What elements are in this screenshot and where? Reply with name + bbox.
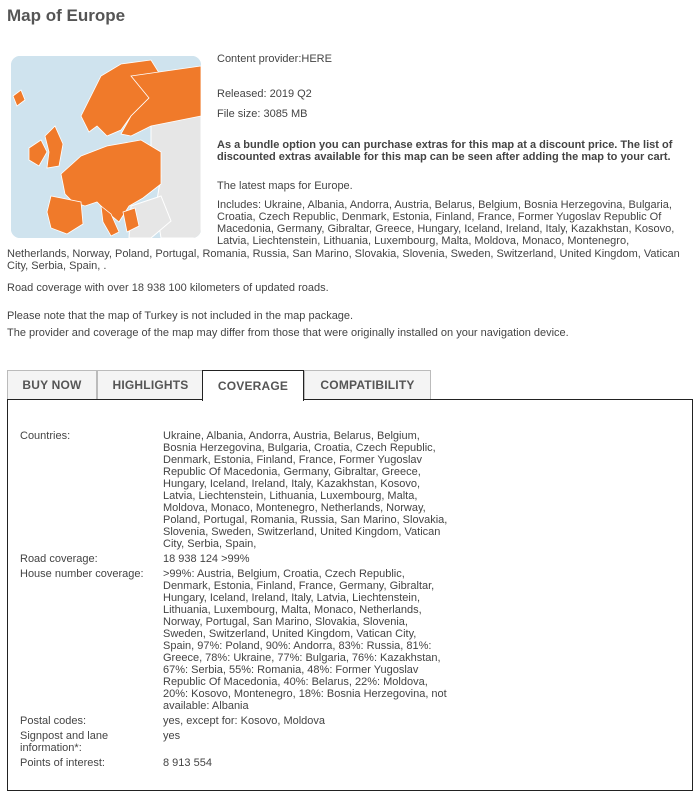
file-size: File size: 3085 MB [217,108,308,120]
europe-map-illustration [11,56,201,238]
poi-label: Points of interest: [20,757,105,769]
tab-buy-now[interactable]: BUY NOW [7,370,97,399]
house-number-label: House number coverage: [20,568,144,580]
turkey-note: Please note that the map of Turkey is not included in the map package. [7,310,354,322]
road-coverage-label: Road coverage: [20,553,98,565]
tab-compatibility[interactable]: COMPATIBILITY [304,370,431,399]
includes-list-continued: Netherlands, Norway, Poland, Portugal, Romania, Russia, San Marino, Slovakia, Slovenia, Sweden, Switzerland, United Kingdom, Vatican City, Serbia, Spain, . [7,248,680,272]
house-number-value: >99%: Austria, Belgium, Croatia, Czech Republic, Denmark, Estonia, Finland, France, Germany, Gibraltar, Hungary, Iceland, Ireland, Italy, Latvia, Liechtenstein, Lithuania, Luxembourg, Malta, Monaco, Netherlands, Norway, Portugal, San Marino, Slovakia, Slovenia, Sweden, Switzerland, United Kingdom, Vatican City, Spain, 97%: Poland, 90%: Andorra, 83%: Russia, 81%: Greece, 78%: Ukraine, 77%: Bulgaria, 76%: Kazakhstan, 67%: Serbia, 55%: Romania, 48%: Former Yugoslav Republic Of Macedonia, 40%: Belarus, 22%: Moldova, 20%: Kosovo, Montenegro, 18%: Bosnia Herzegovina, not available: Albania [163,568,447,712]
signpost-value: yes [163,730,181,742]
postal-codes-value: yes, except for: Kosovo, Moldova [163,715,326,727]
tab-bar [7,370,692,400]
postal-codes-label: Postal codes: [20,715,87,727]
content-provider: Content provider:HERE [217,53,332,65]
page-title: Map of Europe [7,6,126,25]
signpost-label: Signpost and lane information*: [20,730,109,754]
road-coverage-note: Road coverage with over 18 938 100 kilometers of updated roads. [7,282,329,294]
tab-coverage[interactable]: COVERAGE [202,370,304,401]
coverage-panel [7,399,693,791]
includes-list: Includes: Ukraine, Albania, Andorra, Austria, Belarus, Belgium, Bosnia Herzegovina, Bulgaria, Croatia, Czech Republic, Denmark, Estonia, Finland, France, Former Yugoslav Republic Of Macedonia, Germany, Gibraltar, Greece, Hungary, Iceland, Ireland, Italy, Kazakhstan, Kosovo, Latvia, Liechtenstein, Lithuania, Luxembourg, Malta, Moldova, Monaco, Montenegro, [217,199,675,247]
poi-value: 8 913 554 [163,757,212,769]
countries-value: Ukraine, Albania, Andorra, Austria, Belarus, Belgium, Bosnia Herzegovina, Bulgaria, Croatia, Czech Republic, Denmark, Estonia, Finland, France, Former Yugoslav Republic Of Macedonia, Germany, Gibraltar, Greece, Hungary, Iceland, Ireland, Italy, Kazakhstan, Kosovo, Latvia, Liechtenstein, Lithuania, Luxembourg, Malta, Moldova, Monaco, Montenegro, Netherlands, Norway, Poland, Portugal, Romania, Russia, San Marino, Slovakia, Slovenia, Sweden, Switzerland, United Kingdom, Vatican City, Serbia, Spain, [163,430,448,550]
countries-label: Countries: [20,430,71,442]
europe-map-image [11,56,201,238]
road-coverage-value: 18 938 124 >99% [163,553,250,565]
release-date: Released: 2019 Q2 [217,88,312,100]
provider-note: The provider and coverage of the map may differ from those that were originally installed on your navigation device. [7,327,569,339]
tab-highlights[interactable]: HIGHLIGHTS [97,370,204,399]
bundle-note: As a bundle option you can purchase extras for this map at a discount price. The list of discounted extras available for this map can be seen after adding the map to your cart. [217,139,673,163]
latest-maps-text: The latest maps for Europe. [217,180,353,192]
